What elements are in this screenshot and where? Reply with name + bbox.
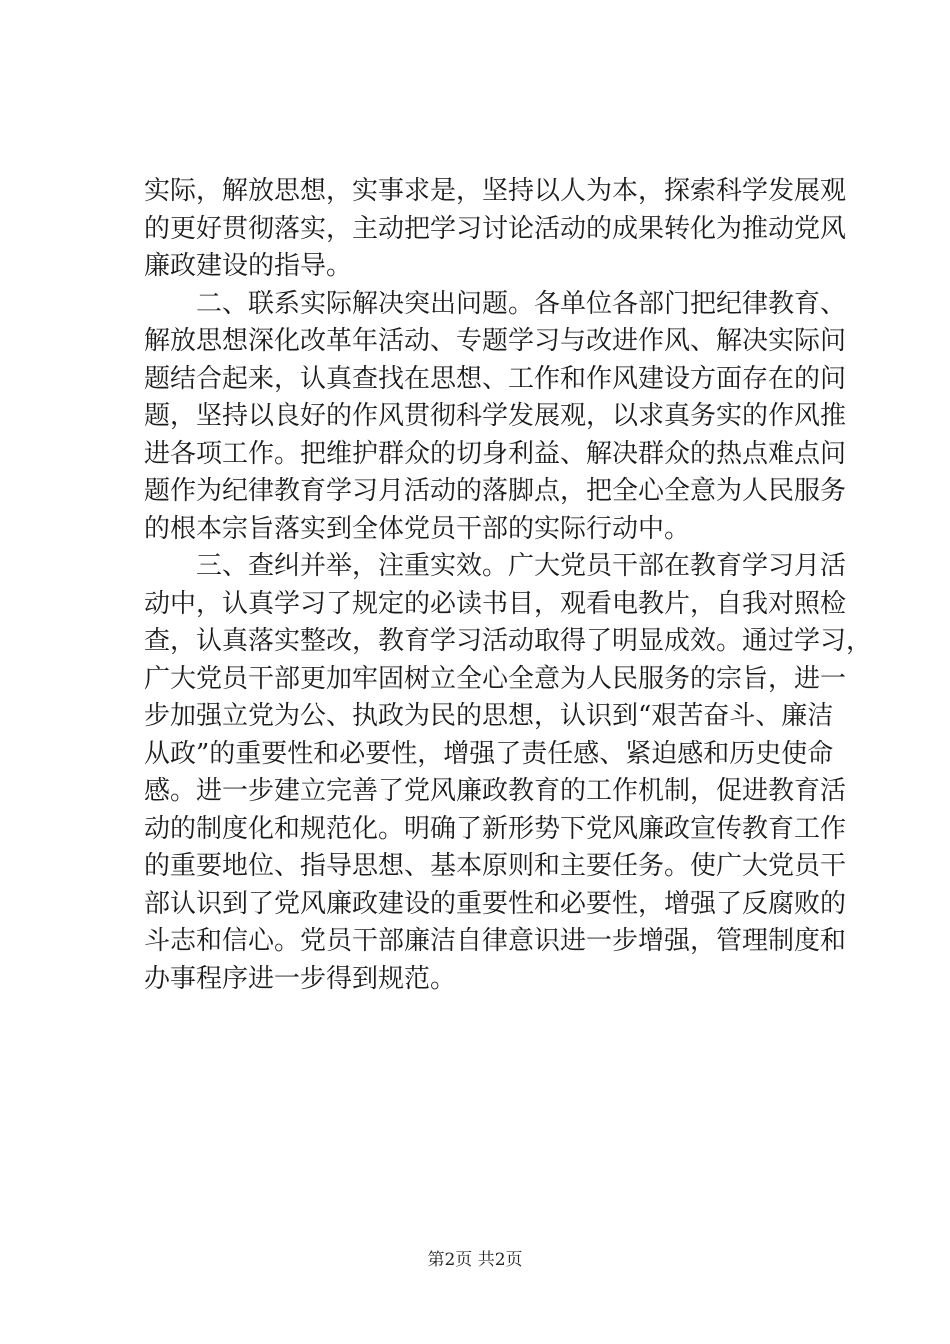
text-line: 动的制度化和规范化。明确了新形势下党风廉政宣传教育工作	[144, 813, 847, 844]
text-line: 斗志和信心。党员干部廉洁自律意识进一步增强，管理制度和	[144, 926, 847, 956]
text-line: 实际，解放思想，实事求是，坚持以人为本，探索科学发展观	[144, 176, 847, 206]
paragraph-3-start: 三、查纠并举，注重实效。广大党员干部在教育学习月活	[196, 551, 847, 581]
text-line: 题结合起来，认真查找在思想、工作和作风建设方面存在的问	[144, 363, 847, 394]
text-line: 题作为纪律教育学习月活动的落脚点，把全心全意为人民服务	[144, 476, 847, 506]
text-line: 部认识到了党风廉政建设的重要性和必要性，增强了反腐败的	[144, 888, 847, 919]
page-number-footer: 第2页 共2页	[427, 1250, 523, 1270]
text-line: 动中，认真学习了规定的必读书目，观看电教片，自我对照检	[144, 588, 847, 619]
text-line: 进各项工作。把维护群众的切身利益、解决群众的热点难点问	[144, 438, 847, 469]
text-line: 办事程序进一步得到规范。	[144, 963, 457, 994]
text-line: 的根本宗旨落实到全体党员干部的实际行动中。	[144, 513, 691, 544]
text-line: 从政”的重要性和必要性，增强了责任感、紧迫感和历史使命	[144, 738, 834, 769]
paragraph-2-start: 二、联系实际解决突出问题。各单位各部门把纪律教育、	[196, 288, 847, 319]
document-body	[144, 173, 873, 998]
text-line: 廉政建设的指导。	[144, 251, 353, 281]
text-line: 广大党员干部更加牢固树立全心全意为人民服务的宗旨，进一	[144, 663, 847, 694]
text-line: 的更好贯彻落实，主动把学习讨论活动的成果转化为推动党风	[144, 213, 847, 244]
text-line: 的重要地位、指导思想、基本原则和主要任务。使广大党员干	[144, 851, 847, 881]
text-line: 步加强立党为公、执政为民的思想，认识到“艰苦奋斗、廉洁	[144, 701, 834, 731]
text-line: 感。进一步建立完善了党风廉政教育的工作机制，促进教育活	[144, 776, 847, 806]
text-line: 题，坚持以良好的作风贯彻科学发展观，以求真务实的作风推	[144, 401, 847, 431]
text-line: 解放思想深化改革年活动、专题学习与改进作风、解决实际问	[144, 326, 847, 356]
text-line: 查，认真落实整改，教育学习活动取得了明显成效。通过学习，	[144, 626, 873, 656]
